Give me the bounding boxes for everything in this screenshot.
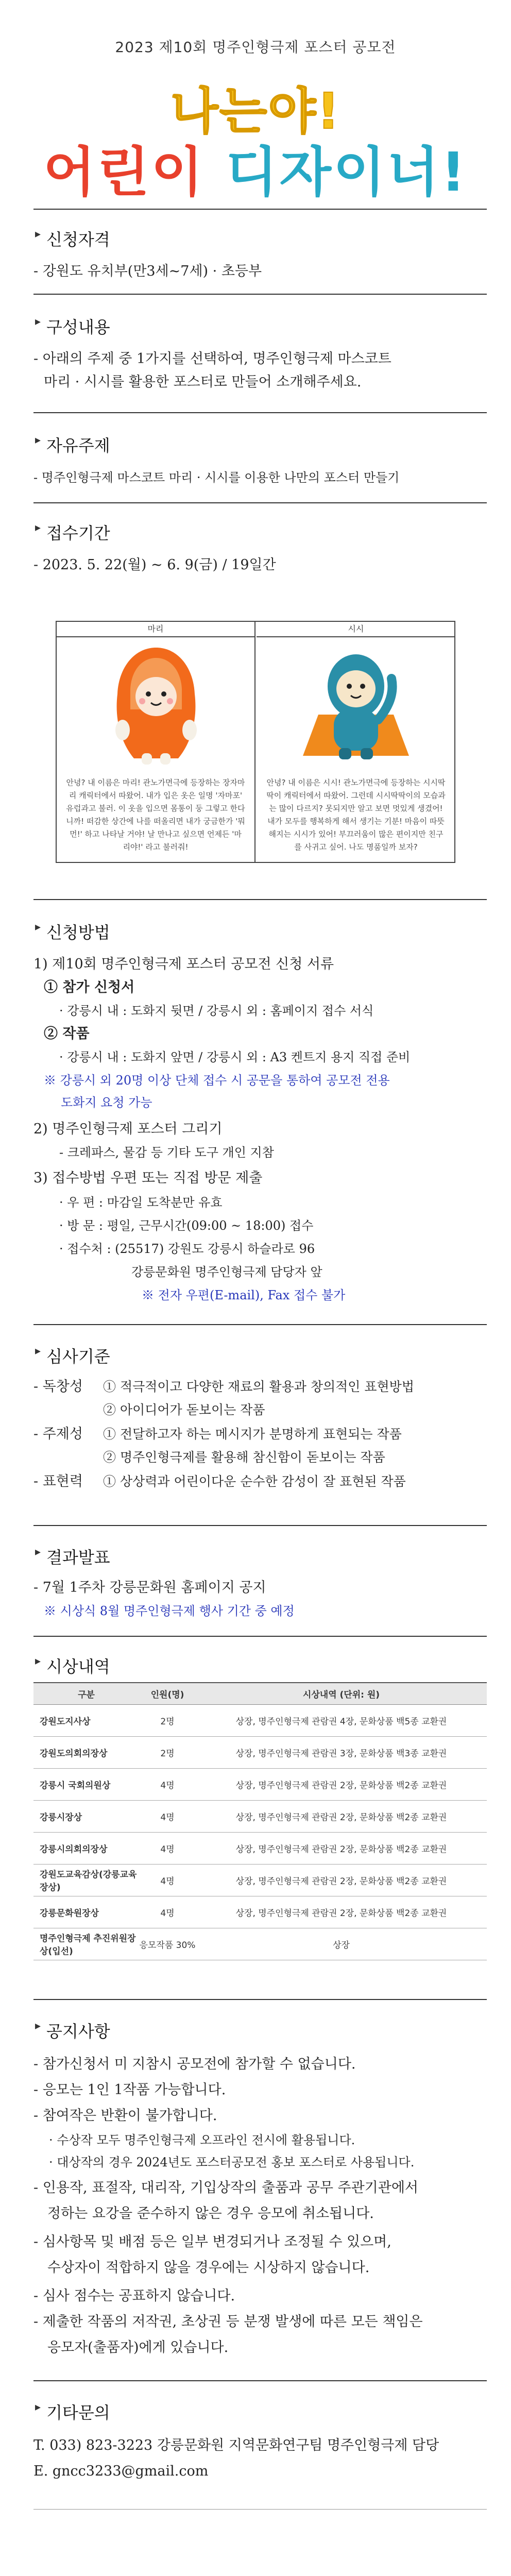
contact-tel: T. 033) 823-3223 강릉문화원 지역문화연구팀 명주인형극제 담당: [33, 2437, 439, 2453]
award-name: 강릉문화원장상: [33, 1896, 139, 1928]
award-count: 4명: [139, 1864, 196, 1896]
table-row: [33, 1928, 487, 1960]
section-title-period: ▸ 접수기간: [46, 520, 110, 544]
award-name: 강릉시장상: [33, 1800, 139, 1832]
award-name: 강릉시의회의장상: [33, 1832, 139, 1864]
criteria-item: ① 전달하고자 하는 메시지가 분명하게 표현되는 작품: [103, 1427, 402, 1442]
notice-line: - 제출한 작품의 저작권, 초상권 등 분쟁 발생에 따른 모든 책임은: [33, 2314, 423, 2330]
award-count: 2명: [139, 1704, 196, 1736]
theme-text: - 명주인형극제 마스코트 마리 · 시시를 이용한 나만의 포스터 만들기: [33, 470, 400, 485]
awards-header-category: 구분: [33, 1683, 139, 1704]
mascot-sisi-illustration: [257, 637, 455, 771]
section-title-awards: ▸ 시상내역: [46, 1654, 110, 1677]
notice-line: · 대상작의 경우 2024년도 포스터공모전 홍보 포스터로 사용됩니다.: [49, 2155, 415, 2170]
criteria-expression: [33, 1470, 487, 1493]
method-step-1-sub-2: ② 작품: [44, 1026, 90, 1042]
section-title-eligibility: ▸ 신청자격: [46, 227, 110, 250]
method-step-1-note-2: 도화지 요청 가능: [61, 1095, 152, 1110]
section-title-results: ▸ 결과발표: [46, 1545, 110, 1568]
divider: [33, 899, 487, 900]
mascot-mari-description: 안녕? 내 이름은 마리! 관노가면극에 등장하는 장자마리 캐릭터에서 따왔어. 내가 입은 옷은 일명 '자마포' 유럽과고 불러. 이 옷을 입으면 몸통이 둥 그렇고 한다니까! 떠감한 상간에 나를 떠올리면 내가 궁금한가 '뭐먼!' 하고 나타날 거야! 날 만나고 싶으면 언제든 '마리야!' 라고 불러줘!: [66, 778, 245, 852]
award-name: 강릉시 국회의원상: [33, 1768, 139, 1800]
footer-divider: [33, 2509, 487, 2510]
award-detail: 상장, 명주인형극제 관람권 3장, 문화상품 백3종 교환권: [196, 1736, 487, 1768]
award-count: 4명: [139, 1832, 196, 1864]
criteria-label: - 주제성: [33, 1426, 83, 1442]
method-step-2: 2) 명주인형극제 포스터 그리기: [33, 1121, 223, 1137]
award-name: 강원도교육감상(강릉교육장상): [33, 1864, 139, 1896]
divider: [33, 1636, 487, 1637]
title-line-2: [0, 129, 511, 206]
mascot-sisi-name: 시시: [257, 622, 455, 637]
notice-line: - 응모는 1인 1작품 가능합니다.: [33, 2082, 226, 2098]
award-detail: 상장, 명주인형극제 관람권 2장, 문화상품 백2종 교환권: [196, 1800, 487, 1832]
divider: [33, 1525, 487, 1526]
composition-text-1: - 아래의 주제 중 1가지를 선택하여, 명주인형극제 마스코트: [33, 351, 391, 367]
table-row: [33, 1800, 487, 1832]
method-step-3-a: · 우 편 : 마감일 도착분만 유효: [59, 1195, 223, 1210]
divider: [33, 209, 487, 210]
notice-line: 응모자(출품자)에게 있습니다.: [47, 2340, 229, 2355]
criteria-item: ① 상상력과 어린이다운 순수한 감성이 잘 표현된 작품: [103, 1474, 406, 1489]
method-step-3-c: · 접수처 : (25517) 강원도 강릉시 하슬라로 96: [59, 1242, 315, 1256]
method-step-3: 3) 접수방법 우편 또는 직접 방문 제출: [33, 1170, 263, 1186]
criteria-label: - 표현력: [33, 1473, 83, 1489]
section-title-theme: ▸ 자유주제: [46, 433, 110, 456]
mascot-sisi-description: 안녕? 내 이름은 시시! 관노가면극에 등장하는 시시딱딱이 캐릭터에서 따왔어. 그런데 시시딱딱이의 모습과는 많이 다르지? 못되지만 알고 보면 멋있게 생겼어! 내가 모두를 행복하게 해서 생기는 기분! 마음이 따뜻해지는 시시가 있어! 부끄러움이 많은 편이지만 친구를 사귀고 싶어. 나도 명품일까 보자?: [266, 778, 446, 852]
award-detail: 상장, 명주인형극제 관람권 2장, 문화상품 백2종 교환권: [196, 1864, 487, 1896]
title-word-designer: 디자이너!: [226, 141, 468, 204]
composition-text-2: 마리 · 시시를 활용한 포스터로 만들어 소개해주세요.: [44, 374, 362, 390]
results-note: ※ 시상식 8월 명주인형극제 행사 기간 중 예정: [44, 1604, 295, 1618]
eligibility-text: - 강원도 유치부(만3세~7세) · 초등부: [33, 263, 262, 279]
criteria-item: ② 명주인형극제를 활용해 참신함이 돋보이는 작품: [103, 1450, 385, 1465]
mari-figure-icon: [57, 637, 256, 771]
awards-header-detail: 시상내역 (단위: 원): [196, 1683, 487, 1704]
notice-line: 정하는 요강을 준수하지 않은 경우 응모에 취소됩니다.: [47, 2206, 374, 2222]
award-detail: 상장, 명주인형극제 관람권 4장, 문화상품 백5종 교환권: [196, 1704, 487, 1736]
section-title-composition: ▸ 구성내용: [46, 314, 110, 338]
notice-line: - 심사항목 및 배점 등은 일부 변경되거나 조정될 수 있으며,: [33, 2234, 391, 2250]
award-detail: 상장, 명주인형극제 관람권 2장, 문화상품 백2종 교환권: [196, 1832, 487, 1864]
period-text: - 2023. 5. 22(월) ~ 6. 9(금) / 19일간: [33, 557, 276, 573]
mascot-mari-name: 마리: [57, 622, 254, 637]
table-row: [33, 1704, 487, 1736]
criteria-theme: [33, 1423, 487, 1446]
sisi-figure-icon: [257, 637, 455, 771]
section-title-notice: ▸ 공지사항: [46, 2019, 110, 2042]
awards-header-count: 인원(명): [139, 1683, 196, 1704]
divider: [33, 1324, 487, 1325]
notice-line: - 인용작, 표절작, 대리작, 기입상작의 출품과 공무 주관기관에서: [33, 2180, 418, 2196]
method-step-1-b: · 강릉시 내 : 도화지 앞면 / 강릉시 외 : A3 켄트지 용지 직접 준비: [59, 1050, 411, 1064]
notice-line: - 참여작은 반환이 불가합니다.: [33, 2108, 217, 2124]
divider: [33, 294, 487, 295]
mascot-box: [56, 621, 455, 863]
award-count: 응모작품 30%: [139, 1928, 196, 1960]
results-text: - 7월 1주차 강릉문화원 홈페이지 공지: [33, 1580, 266, 1596]
method-step-2-a: - 크레파스, 물감 등 기타 도구 개인 지참: [59, 1145, 274, 1160]
title-word-children: 어린이: [43, 141, 205, 204]
table-row: [33, 1896, 487, 1928]
table-row: [33, 1832, 487, 1864]
divider: [33, 502, 487, 503]
table-row: [33, 1768, 487, 1800]
event-subtitle: 2023 제10회 명주인형극제 포스터 공모전: [115, 39, 396, 56]
award-count: 4명: [139, 1768, 196, 1800]
divider: [33, 1999, 487, 2000]
method-step-3-note: ※ 전자 우편(E-mail), Fax 접수 불가: [142, 1288, 346, 1302]
contact-email: E. gncc3233@gmail.com: [33, 2463, 209, 2479]
method-step-1: 1) 제10회 명주인형극제 포스터 공모전 신청 서류: [33, 956, 334, 972]
criteria-item: ① 적극적이고 다양한 재료의 활용과 창의적인 표현방법: [103, 1379, 414, 1394]
award-count: 2명: [139, 1736, 196, 1768]
method-step-3-b: · 방 문 : 평일, 근무시간(09:00 ~ 18:00) 접수: [59, 1218, 314, 1233]
method-step-1-note-1: ※ 강릉시 외 20명 이상 단체 접수 시 공문을 통하여 공모전 전용: [44, 1073, 390, 1088]
awards-table: [33, 1682, 487, 1960]
award-count: 4명: [139, 1800, 196, 1832]
section-title-method: ▸ 신청방법: [46, 920, 110, 943]
criteria-originality: [33, 1376, 487, 1398]
table-row: [33, 1864, 487, 1896]
award-count: 4명: [139, 1896, 196, 1928]
award-name: 강원도의회의장상: [33, 1736, 139, 1768]
award-name: 명주인형극제 추진위원장상(입선): [33, 1928, 139, 1960]
mascot-mari-illustration: [57, 637, 254, 771]
notice-line: - 심사 점수는 공표하지 않습니다.: [33, 2288, 235, 2304]
method-step-1-a: · 강릉시 내 : 도화지 뒷면 / 강릉시 외 : 홈페이지 접수 서식: [59, 1004, 374, 1018]
mascot-mari: [57, 622, 256, 862]
title-line-1: 나는야!: [171, 82, 340, 140]
section-title-contact: ▸ 기타문의: [46, 2400, 110, 2424]
mascot-sisi: [257, 622, 455, 862]
award-detail: 상장: [196, 1928, 487, 1960]
criteria-item: ② 아이디어가 돋보이는 작품: [103, 1402, 265, 1417]
award-name: 강원도지사상: [33, 1704, 139, 1736]
table-row: [33, 1736, 487, 1768]
section-title-criteria: ▸ 심사기준: [46, 1344, 110, 1367]
notice-line: 수상자이 적합하지 않을 경우에는 시상하지 않습니다.: [47, 2260, 370, 2276]
divider: [33, 412, 487, 413]
divider: [33, 2380, 487, 2381]
method-step-1-sub-1: ① 참가 신청서: [44, 979, 135, 995]
award-detail: 상장, 명주인형극제 관람권 2장, 문화상품 백2종 교환권: [196, 1896, 487, 1928]
award-detail: 상장, 명주인형극제 관람권 2장, 문화상품 백2종 교환권: [196, 1768, 487, 1800]
awards-header-row: [33, 1683, 487, 1704]
criteria-label: - 독창성: [33, 1379, 83, 1395]
notice-line: - 참가신청서 미 지참시 공모전에 참가할 수 없습니다.: [33, 2056, 356, 2072]
notice-line: · 수상작 모두 명주인형극제 오프라인 전시에 활용됩니다.: [49, 2133, 355, 2147]
method-step-3-d: 강릉문화원 명주인형극제 담당자 앞: [131, 1265, 322, 1279]
